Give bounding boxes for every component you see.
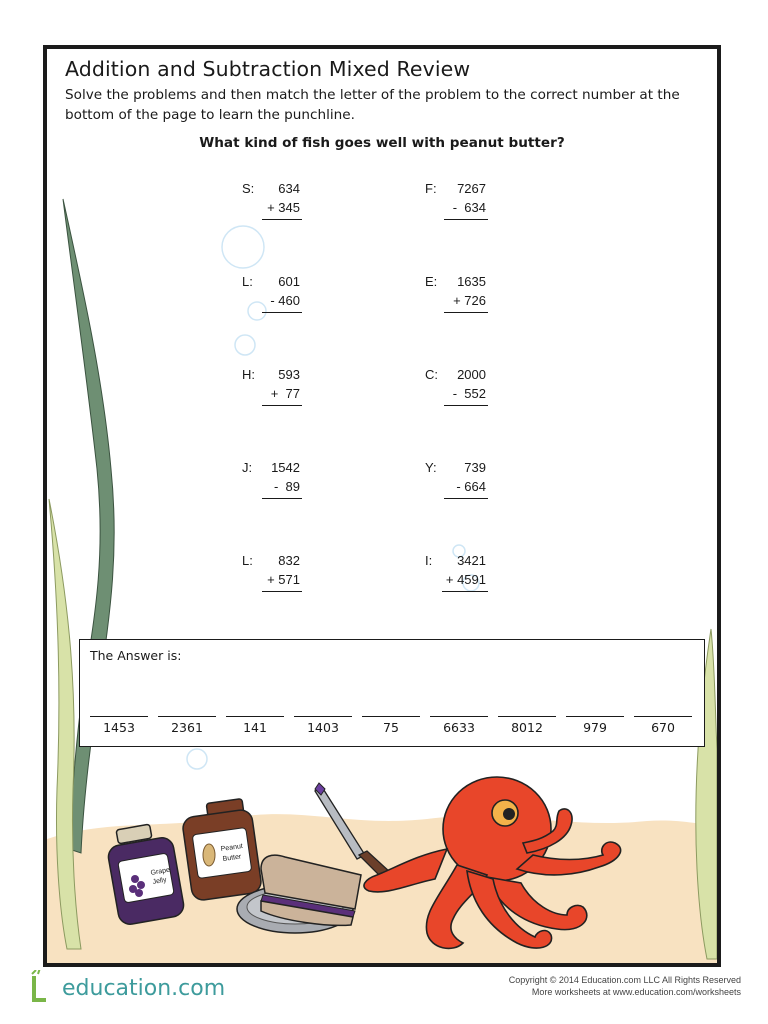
math-problem xyxy=(425,367,486,405)
answer-number: 1403 xyxy=(307,720,339,735)
problem-bottom-number: - 664 xyxy=(456,479,486,494)
answer-blank[interactable] xyxy=(90,716,148,717)
answer-line xyxy=(262,312,302,313)
math-problem xyxy=(242,367,300,405)
answer-number: 979 xyxy=(583,720,607,735)
answer-blank[interactable] xyxy=(158,716,216,717)
problem-bottom-number: - 460 xyxy=(270,293,300,308)
math-problem xyxy=(425,460,486,498)
math-problem xyxy=(425,274,486,312)
problem-bottom-number: - 552 xyxy=(452,386,486,401)
answer-label: The Answer is: xyxy=(90,648,182,663)
jelly-label: Jelly xyxy=(152,876,168,886)
worksheet-page xyxy=(43,45,721,967)
problem-top-number: 593 xyxy=(278,367,300,382)
answer-blank[interactable] xyxy=(226,716,284,717)
problem-letter: J: xyxy=(242,460,253,475)
problem-bottom-number: + 345 xyxy=(267,200,300,215)
answer-line xyxy=(444,219,488,220)
problem-top-number: 601 xyxy=(278,274,300,289)
copyright-text: Copyright © 2014 Education.com LLC All Rights Reserved xyxy=(508,975,741,985)
answer-blank[interactable] xyxy=(430,716,488,717)
problem-bottom-number: - 634 xyxy=(452,200,486,215)
ocean-scene-illustration xyxy=(47,49,717,963)
problem-top-number: 832 xyxy=(278,553,300,568)
answer-line xyxy=(444,405,488,406)
answer-blank[interactable] xyxy=(566,716,624,717)
bubble xyxy=(222,226,264,268)
math-problem xyxy=(425,553,486,591)
answer-line xyxy=(442,591,488,592)
problem-bottom-number: + 4591 xyxy=(445,572,486,587)
problem-letter: H: xyxy=(242,367,255,382)
answer-number: 8012 xyxy=(511,720,543,735)
problem-top-number: 1542 xyxy=(271,460,300,475)
answer-number: 670 xyxy=(651,720,675,735)
problem-bottom-number: - 89 xyxy=(273,479,300,494)
math-problem xyxy=(425,181,486,219)
answer-blank[interactable] xyxy=(498,716,556,717)
problem-top-number: 2000 xyxy=(457,367,486,382)
answer-number: 2361 xyxy=(171,720,203,735)
math-problem xyxy=(242,274,300,312)
more-worksheets-link[interactable]: More worksheets at www.education.com/worksheets xyxy=(531,987,741,997)
problem-top-number: 3421 xyxy=(457,553,486,568)
math-problem xyxy=(242,553,300,591)
problem-top-number: 7267 xyxy=(457,181,486,196)
bubble xyxy=(235,335,255,355)
answer-line xyxy=(262,498,302,499)
math-problem xyxy=(242,181,300,219)
education-logo-icon xyxy=(28,970,62,1004)
answer-number: 141 xyxy=(243,720,267,735)
problem-bottom-number: + 571 xyxy=(267,572,300,587)
math-problem xyxy=(242,460,300,498)
problem-top-number: 634 xyxy=(278,181,300,196)
worksheet-title: Addition and Subtraction Mixed Review xyxy=(65,57,471,81)
problem-letter: C: xyxy=(425,367,438,382)
education-logo[interactable]: education.com xyxy=(62,976,226,1001)
problem-bottom-number: + 726 xyxy=(453,293,486,308)
copyright-footer xyxy=(509,974,741,998)
answer-line xyxy=(262,591,302,592)
answer-blank[interactable] xyxy=(362,716,420,717)
problem-letter: I: xyxy=(425,553,433,568)
jelly-label: Grape xyxy=(150,866,171,877)
answer-line xyxy=(262,219,302,220)
answer-blank[interactable] xyxy=(634,716,692,717)
instructions-text: Solve the problems and then match the letter of the problem to the correct number at the bottom of the page to learn the punchline. xyxy=(65,87,680,123)
pb-label: Peanut xyxy=(220,842,244,853)
answer-line xyxy=(444,498,488,499)
riddle-question: What kind of fish goes well with peanut butter? xyxy=(199,135,565,151)
problem-top-number: 1635 xyxy=(457,274,486,289)
bubble xyxy=(187,749,207,769)
answer-number: 6633 xyxy=(443,720,475,735)
problem-letter: L: xyxy=(242,274,253,289)
peanut-butter-jar xyxy=(181,799,262,902)
problem-letter: E: xyxy=(425,274,438,289)
answer-line xyxy=(444,312,488,313)
pb-label: Butter xyxy=(222,853,242,863)
answer-box xyxy=(79,639,705,747)
answer-line xyxy=(262,405,302,406)
answer-number: 75 xyxy=(383,720,399,735)
problem-letter: Y: xyxy=(425,460,437,475)
problem-letter: L: xyxy=(242,553,253,568)
problem-letter: F: xyxy=(425,181,437,196)
problem-bottom-number: + 77 xyxy=(270,386,300,401)
answer-blank[interactable] xyxy=(294,716,352,717)
problem-top-number: 739 xyxy=(464,460,486,475)
answer-number: 1453 xyxy=(103,720,135,735)
problem-letter: S: xyxy=(242,181,255,196)
